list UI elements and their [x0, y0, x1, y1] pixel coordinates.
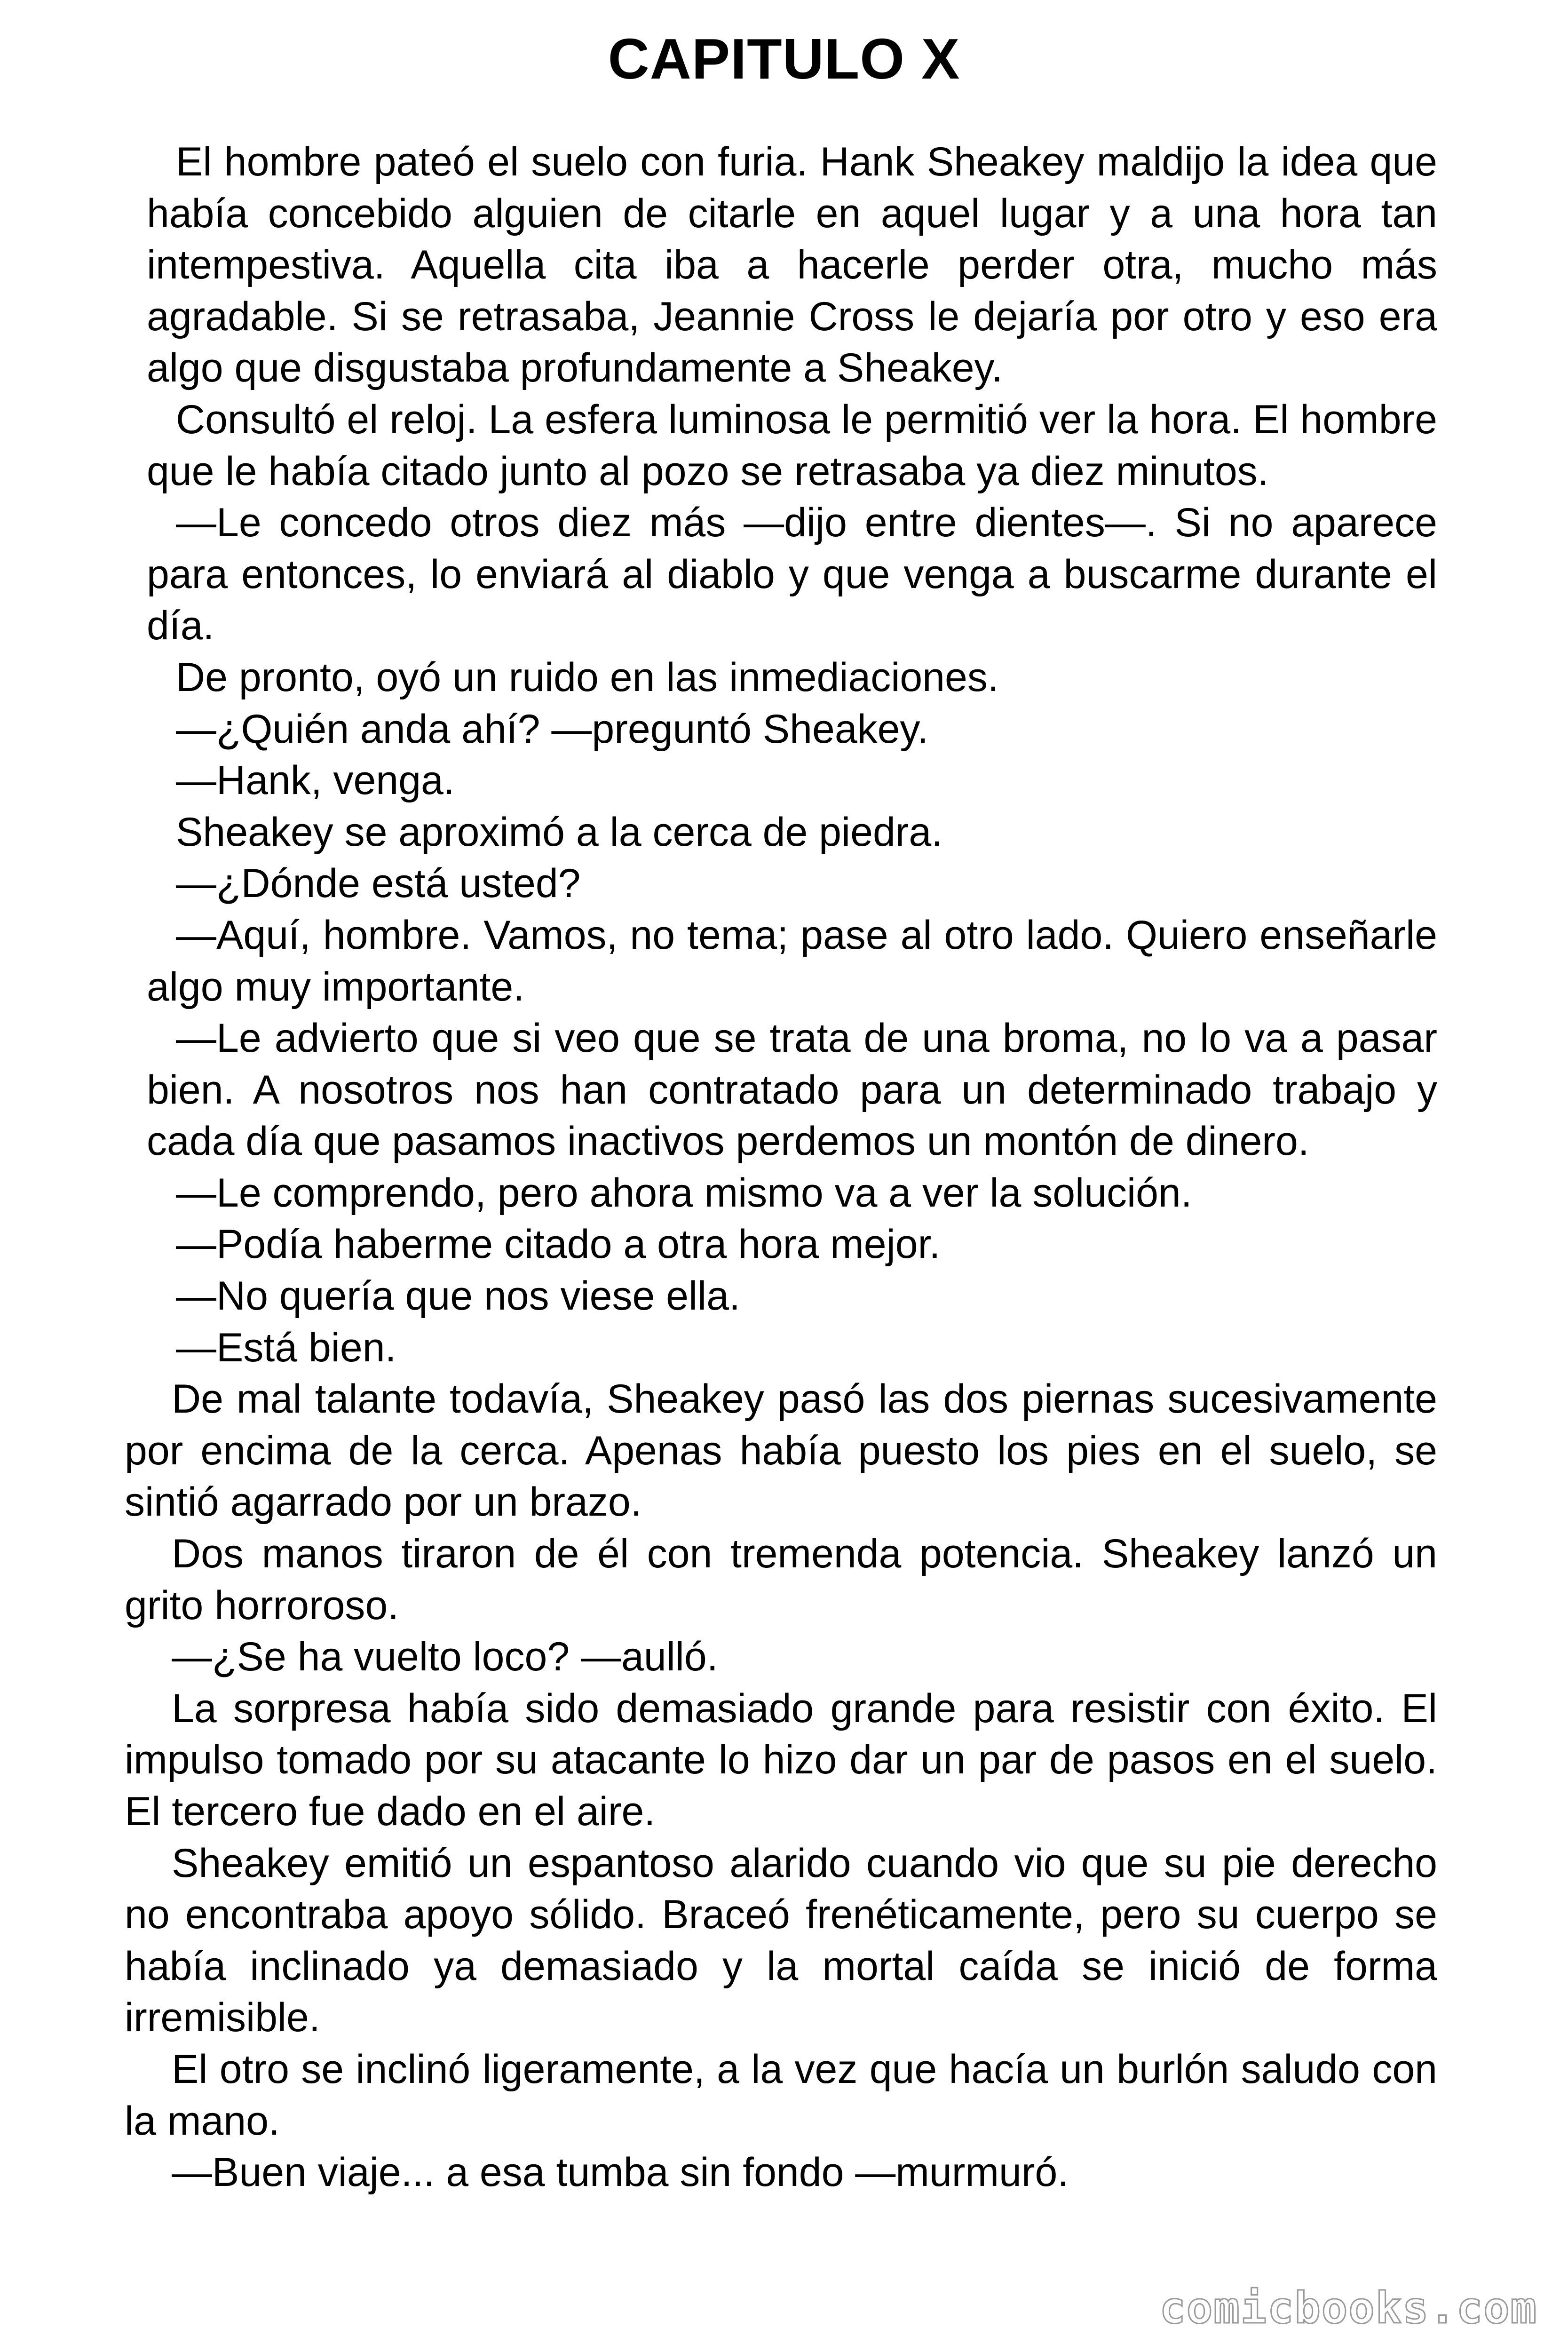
paragraph: Sheakey emitió un espantoso alarido cuando vio que su pie derecho no encontraba apoyo sólido. Braceó frenéticamente, pero su cuerpo se había inclinado ya demasiado y la mortal caída se inició de forma irremisible. — [125, 1840, 1437, 2041]
paragraph: La sorpresa había sido demasiado grande para resistir con éxito. El impulso tomado por su atacante lo hizo dar un par de pasos en el suelo. El tercero fue dado en el aire. — [125, 1685, 1437, 1834]
paragraph: —Le comprendo, pero ahora mismo va a ver la solución. — [176, 1170, 1192, 1216]
paragraph: —Le concedo otros diez más —dijo entre dientes—. Si no aparece para entonces, lo enviará al diablo y que venga a buscarme durante el día. — [147, 500, 1437, 649]
paragraph: El hombre pateó el suelo con furia. Hank Sheakey maldijo la idea que había concebido alguien de citarle en aquel lugar y a una hora tan intempestiva. Aquella cita iba a hacerle perder otra, mucho más agradable. Si se retrasaba, Jeannie Cross le dejaría por otro y eso era algo que disgustaba profundamente a Sheakey. — [147, 139, 1437, 391]
paragraph: —¿Quién anda ahí? —preguntó Sheakey. — [176, 706, 928, 752]
paragraph: —Podía haberme citado a otra hora mejor. — [176, 1222, 941, 1267]
paragraph: De pronto, oyó un ruido en las inmediaciones. — [176, 654, 999, 700]
paragraph: Consultó el reloj. La esfera luminosa le permitió ver la hora. El hombre que le había citado junto al pozo se retrasaba ya diez minutos. — [147, 397, 1437, 494]
chapter-title: CAPITULO X — [608, 27, 960, 91]
paragraph: —Está bien. — [176, 1325, 396, 1370]
chapter-body — [0, 136, 1568, 2199]
paragraph: —No quería que nos viese ella. — [176, 1273, 740, 1319]
paragraph: —¿Dónde está usted? — [176, 861, 581, 906]
paragraph: —Hank, venga. — [176, 758, 455, 803]
paragraph: De mal talante todavía, Sheakey pasó las dos piernas sucesivamente por encima de la cerca. Apenas había puesto los pies en el suelo, se sintió agarrado por un brazo. — [125, 1376, 1437, 1525]
paragraph: —¿Se ha vuelto loco? —aulló. — [172, 1634, 718, 1680]
paragraph: Sheakey se aproximó a la cerca de piedra. — [176, 809, 943, 855]
paragraph: Dos manos tiraron de él con tremenda potencia. Sheakey lanzó un grito horroroso. — [125, 1531, 1437, 1628]
paragraph: El otro se inclinó ligeramente, a la vez que hacía un burlón saludo con la mano. — [125, 2046, 1437, 2144]
paragraph: —Aquí, hombre. Vamos, no tema; pase al otro lado. Quiero enseñarle algo muy importante. — [147, 912, 1437, 1009]
paragraph: —Le advierto que si veo que se trata de una broma, no lo va a pasar bien. A nosotros nos han contratado para un determinado trabajo y cada día que pasamos inactivos perdemos un montón de dinero. — [147, 1016, 1437, 1164]
paragraph: —Buen viaje... a esa tumba sin fondo —murmuró. — [172, 2150, 1069, 2195]
watermark: comicbooks.com — [1159, 2283, 1537, 2333]
